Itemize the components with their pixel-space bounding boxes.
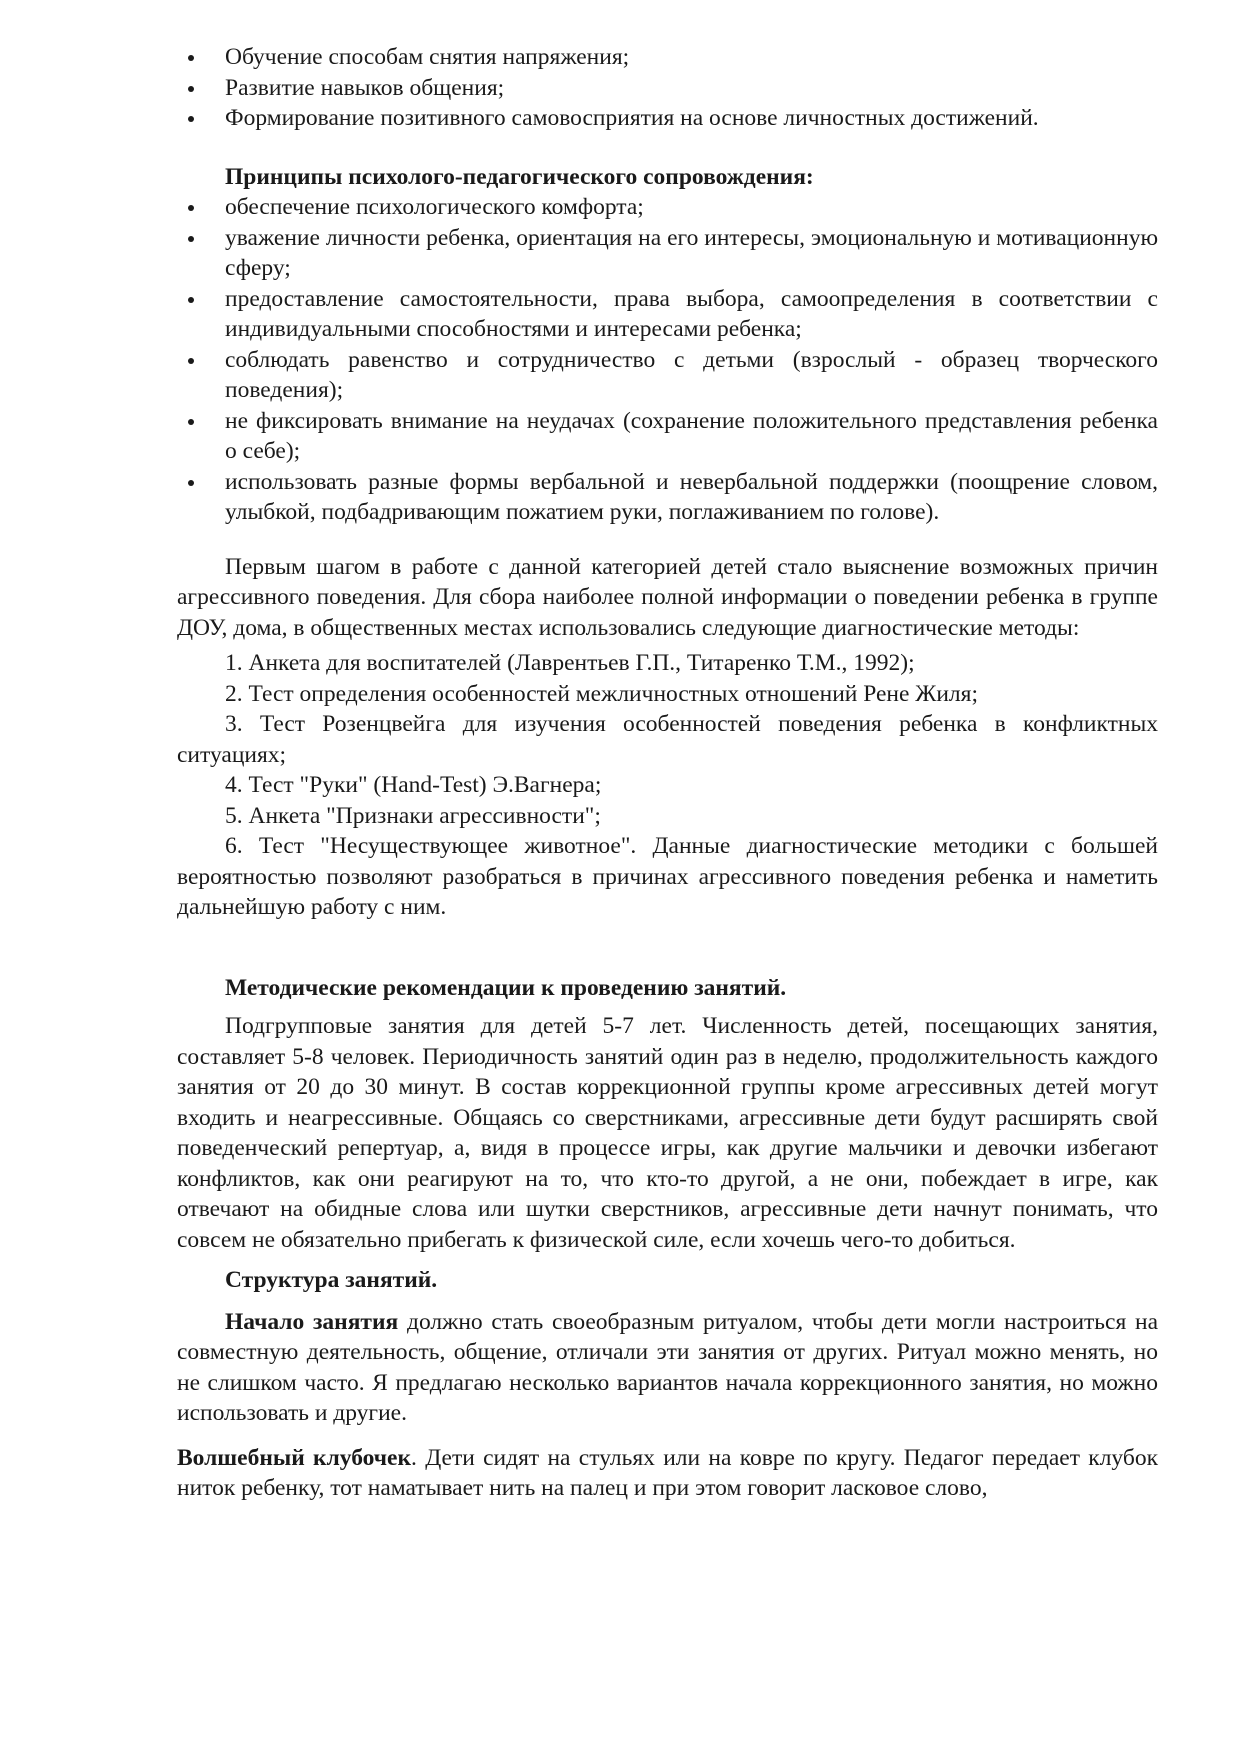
list-item: соблюдать равенство и сотрудничество с детьми (взрослый - образец творческого поведения); [177,345,1158,406]
diagnostic-item: 2. Тест определения особенностей межличностных отношений Рене Жиля; [225,680,978,707]
diagnostics-intro: Первым шагом в работе с данной категорией детей стало выяснение возможных причин агрессивного поведения. Для сбора наиболее полной информации о поведении ребенка в группе ДОУ, дома, в общественных местах использовались следующие диагностические методы: [177,553,1158,641]
bullet-icon [188,236,194,242]
diagnostic-item: 4. Тест "Руки" (Hand-Test) Э.Вагнера; [225,772,602,798]
list-item: Развитие навыков общения; [177,73,1158,104]
structure-heading: Структура занятий. [225,1267,438,1293]
list-item: не фиксировать внимание на неудачах (сохранение положительного представления ребенка о себе); [177,406,1158,467]
methodical-paragraph: Подгрупповые занятия для детей 5-7 лет. Численность детей, посещающих занятия, составляет 5-8 человек. Периодичность занятий один раз в неделю, продолжительность каждого занятия от 20 до 30 минут. В состав коррекционной группы кроме агрессивных детей могут входить и неагрессивные. Общаясь со сверстниками, агрессивные дети будут расширять свой поведенческий репертуар, а, видя в процессе игры, как другие мальчики и девочки избегают конфликтов, как они реагируют на то, что кто-то другой, а не они, побеждает в игре, как отвечают на обидные слова или шутки сверстников, агрессивные дети начнут понимать, что совсем не обязательно прибегать к физической силе, если хочешь чего-то добиться. [177,1013,1158,1253]
list-item: уважение личности ребенка, ориентация на его интересы, эмоциональную и мотивационную сферу; [177,223,1158,284]
list-item: использовать разные формы вербальной и невербальной поддержки (поощрение словом, улыбкой, подбадривающим пожатием руки, поглаживанием по голове). [177,467,1158,528]
diagnostic-item: 6. Тест "Несуществующее животное". Данные диагностические методики с большей вероятностью позволяют разобраться в причинах агрессивного поведения ребенка и наметить дальнейшую работу с ним. [177,833,1158,920]
magic-ball-text: . Дети сидят на стульях или на ковре по кругу. Педагог передает клубок ниток ребенку, тот наматывает нить на палец и при этом говорит ласковое слово, [177,1444,1158,1501]
methodical-heading: Методические рекомендации к проведению занятий. [225,974,787,1001]
diagnostic-item: 5. Анкета "Признаки агрессивности"; [225,802,601,829]
diagnostic-item: 3. Тест Розенцвейга для изучения особенностей поведения ребенка в конфликтных ситуациях; [177,711,1158,768]
bullet-icon [188,86,194,92]
magic-ball-term: Волшебный клубочек [177,1444,412,1471]
bullet-icon [188,358,194,364]
session-start-paragraph [177,1307,1158,1429]
bullet-icon [188,116,194,122]
list-item: предоставление самостоятельности, права выбора, самоопределения в соответствии с индивидуальными способностями и интересами ребенка; [177,284,1158,345]
list-item: Обучение способам снятия напряжения; [177,42,1158,73]
list-item: Формирование позитивного самовосприятия на основе личностных достижений. [177,103,1158,134]
principles-heading: Принципы психолого-педагогического сопровождения: [225,163,814,190]
bullet-icon [188,55,194,61]
magic-ball-paragraph [177,1443,1158,1504]
principles-list [177,192,1158,528]
diagnostics-list [177,648,1158,923]
goals-list [177,42,1158,134]
list-item: обеспечение психологического комфорта; [177,192,1158,223]
bullet-icon [188,205,194,211]
bullet-icon [188,480,194,486]
session-start-term: Начало занятия [225,1308,399,1335]
bullet-icon [188,419,194,425]
document-body [177,42,1158,1504]
bullet-icon [188,297,194,303]
diagnostic-item: 1. Анкета для воспитателей (Лаврентьев Г.П., Титаренко Т.М., 1992); [225,650,915,676]
session-start-text: должно стать своеобразным ритуалом, чтобы дети могли настроиться на совместную деятельность, общение, отличали эти занятия от других. Ритуал можно менять, но не слишком часто. Я предлагаю несколько вариантов начала коррекционного занятия, но можно использовать и другие. [177,1308,1159,1426]
